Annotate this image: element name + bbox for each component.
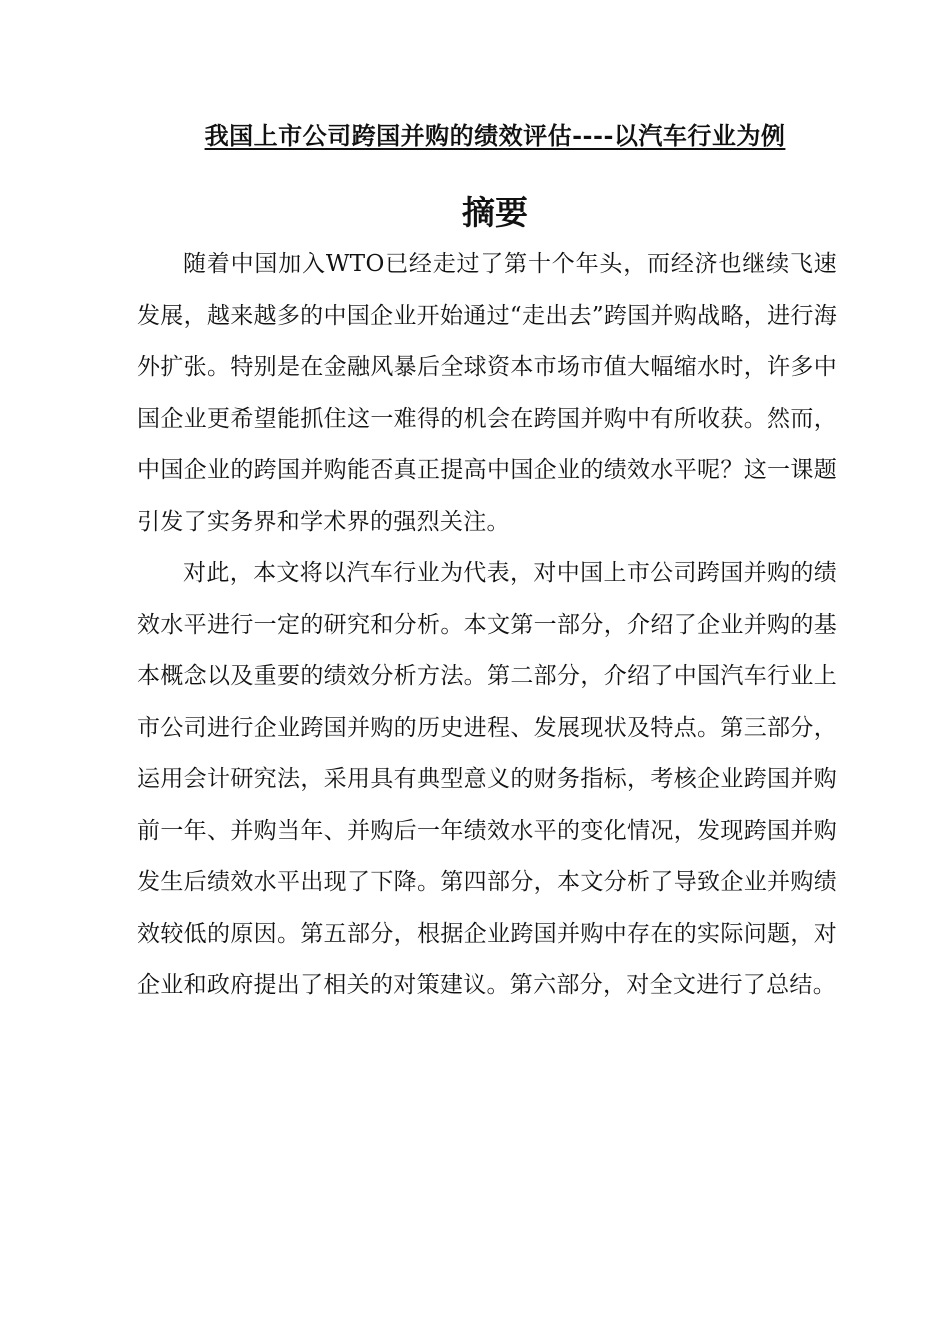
abstract-heading: 摘要 — [462, 193, 528, 232]
abstract-paragraph-1: 随着中国加入WTO已经走过了第十个年头，而经济也继续飞速发展，越来越多的中国企业开始通过“走出去”跨国并购战略，进行海外扩张。特别是在金融风暴后全球资本市场市值大幅缩水时，许多中国企业更希望能抓住这一难得的机会在跨国并购中有所收获。然而，中国企业的跨国并购能否真正提高中国企业的绩效水平呢？这一课题引发了实务界和学术界的强烈关注。 — [137, 251, 837, 535]
abstract-paragraph-2: 对此，本文将以汽车行业为代表，对中国上市公司跨国并购的绩效水平进行一定的研究和分析。本文第一部分，介绍了企业并购的基本概念以及重要的绩效分析方法。第二部分，介绍了中国汽车行业上市公司进行企业跨国并购的历史进程、发展现状及特点。第三部分，运用会计研究法，采用具有典型意义的财务指标，考核企业跨国并购前一年、并购当年、并购后一年绩效水平的变化情况，发现跨国并购发生后绩效水平出现了下降。第四部分，本文分析了导致企业并购绩效较低的原因。第五部分，根据企业跨国并购中存在的实际问题，对企业和政府提出了相关的对策建议。第六部分，对全文进行了总结。 — [137, 560, 837, 998]
document-title: 我国上市公司跨国并购的绩效评估----以汽车行业为例 — [204, 121, 786, 150]
abstract-body — [137, 239, 837, 1012]
